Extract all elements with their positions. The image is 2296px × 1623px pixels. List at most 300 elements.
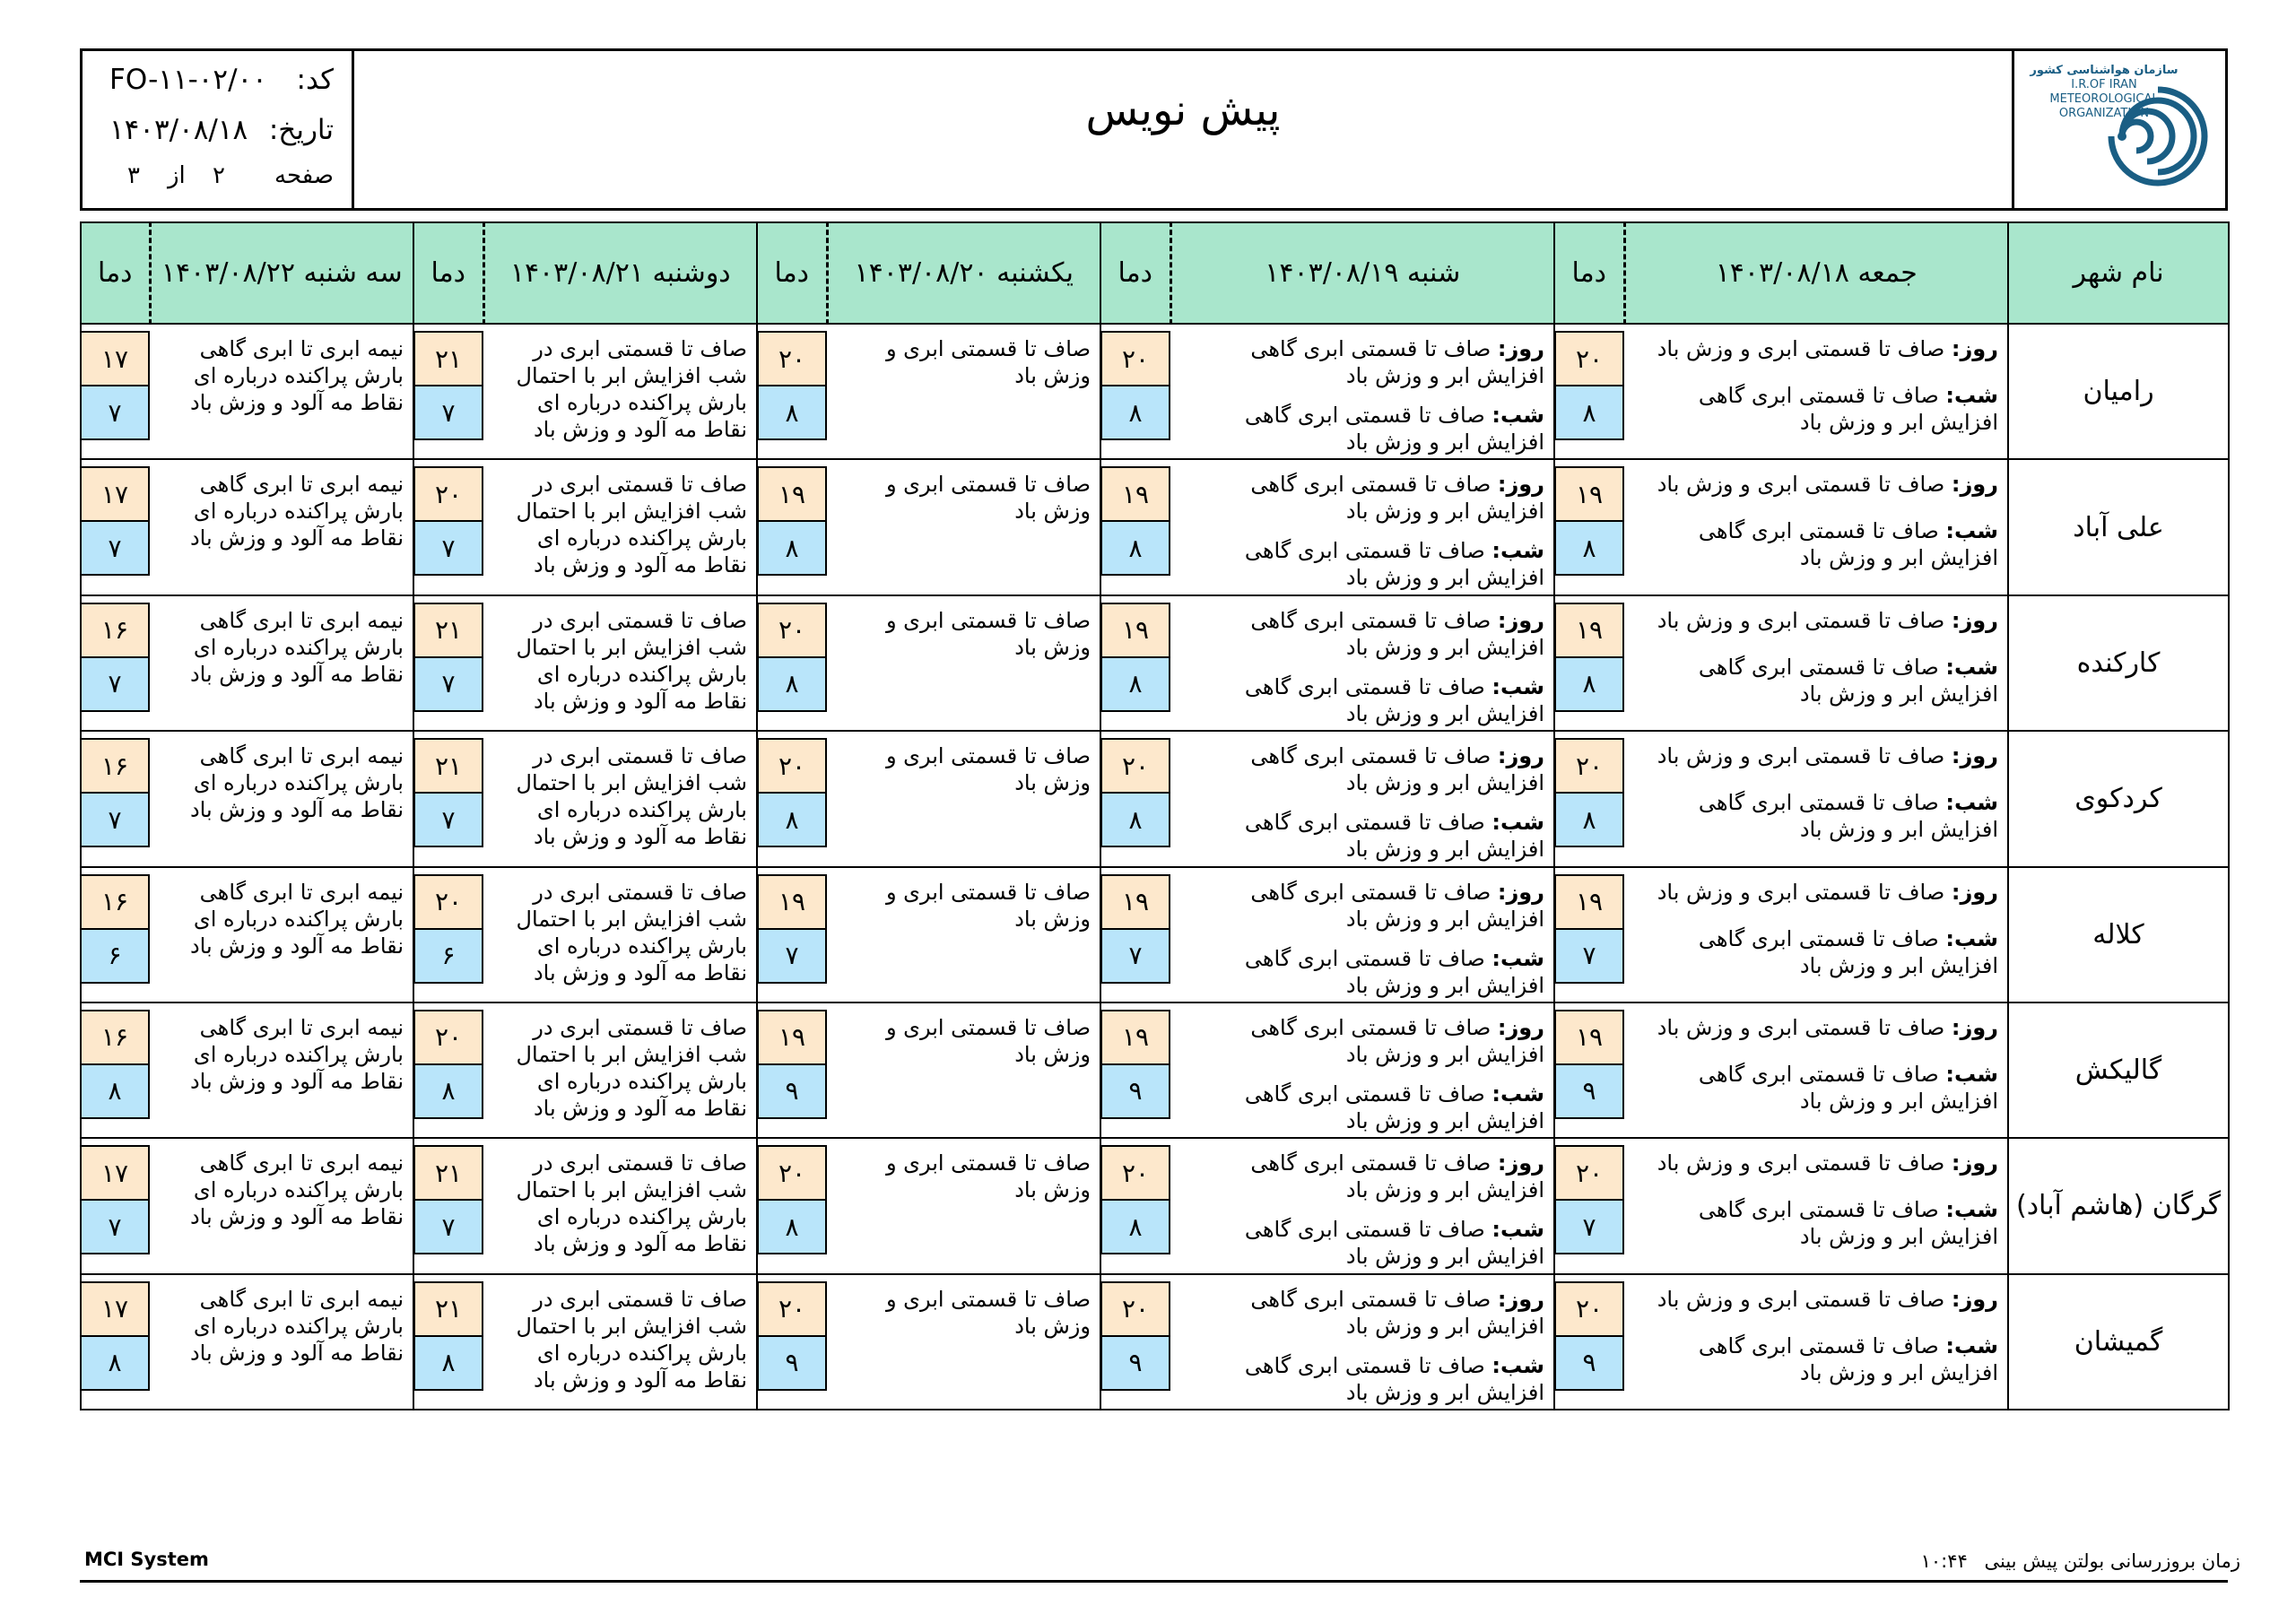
temperature-box <box>1554 466 1624 576</box>
min-temperature: ۷ <box>82 658 148 710</box>
temperature-cell <box>1100 459 1170 595</box>
max-temperature: ۱۹ <box>1556 876 1622 930</box>
min-temperature: ۷ <box>759 930 825 982</box>
spacer <box>1183 525 1544 537</box>
city-name: علی آباد <box>2008 459 2229 595</box>
temperature-cell <box>757 459 827 595</box>
forecast-line: نیمه ابری تا ابری گاهی <box>199 472 404 498</box>
temperature-box <box>1100 1145 1170 1254</box>
forecast-text: صاف تا قسمتی ابری گاهی <box>1250 1286 1492 1312</box>
city-name: کلاله <box>2008 867 2229 1002</box>
forecast-day-4 <box>483 867 757 1002</box>
forecast-day-1 <box>1624 867 2008 1002</box>
spacer <box>1637 1176 1998 1196</box>
forecast-line: افزایش ابر و وزش باد <box>1345 499 1544 525</box>
temperature-cell <box>1100 731 1170 866</box>
min-temperature: ۷ <box>82 522 148 574</box>
temperature-box <box>80 331 150 440</box>
forecast-line: صاف تا قسمتی ابری در <box>533 743 747 769</box>
forecast-line: بارش پراکنده درباره ای <box>536 1340 747 1366</box>
period-label: روز: <box>1951 472 1998 498</box>
forecast-line: افزایش ابر و وزش باد <box>1345 837 1544 863</box>
spacer <box>1637 1313 1998 1332</box>
day-forecast <box>1637 1150 1998 1176</box>
min-temperature: ۹ <box>1102 1337 1169 1389</box>
max-temperature: ۱۹ <box>1556 604 1622 658</box>
forecast-line: نقاط مه آلود و وزش باد <box>189 1068 404 1094</box>
forecast-day-2 <box>1170 1138 1554 1273</box>
forecast-line: افزایش ابر و وزش باد <box>1345 634 1544 660</box>
min-temperature: ۷ <box>415 658 482 710</box>
temperature-box <box>757 874 827 984</box>
spacer <box>1637 634 1998 654</box>
spacer <box>1183 389 1544 402</box>
forecast-text: صاف تا قسمتی ابری گاهی <box>1250 1014 1492 1040</box>
forecast-day-3 <box>827 595 1100 731</box>
temperature-cell <box>1554 595 1624 731</box>
forecast-line: افزایش ابر و وزش باد <box>1799 1224 1998 1250</box>
forecast-text: صاف تا قسمتی ابری گاهی <box>1250 336 1492 361</box>
max-temperature: ۲۰ <box>415 1011 482 1065</box>
max-temperature: ۲۰ <box>415 468 482 522</box>
temperature-box <box>1554 874 1624 984</box>
forecast-text: صاف تا قسمتی ابری گاهی <box>1698 654 1939 680</box>
document-header <box>80 48 2228 211</box>
forecast-day-3 <box>827 1138 1100 1273</box>
logo <box>2012 51 2225 208</box>
forecast-line: نیمه ابری تا ابری گاهی <box>199 1014 404 1040</box>
forecast-day-2 <box>1170 595 1554 731</box>
period-label: شب: <box>1492 403 1544 428</box>
date-value: ۱۴۰۳/۰۸/۱۸ <box>109 114 248 146</box>
temperature-box <box>80 1010 150 1119</box>
day-forecast <box>1637 879 1998 906</box>
forecast-text: صاف تا قسمتی ابری گاهی <box>1244 538 1485 564</box>
forecast-line: بارش پراکنده درباره ای <box>536 661 747 687</box>
day-forecast <box>1183 742 1544 769</box>
forecast-line: نیمه ابری تا ابری گاهی <box>199 336 404 361</box>
period-label: روز: <box>1951 1014 1998 1040</box>
temperature-cell <box>1554 1002 1624 1138</box>
forecast-text: صاف تا قسمتی ابری و وزش باد <box>1657 1014 1945 1040</box>
day-forecast <box>1183 335 1544 362</box>
city-name: گمیشان <box>2008 1274 2229 1410</box>
table-row <box>81 1138 2229 1273</box>
temperature-cell <box>1554 1138 1624 1273</box>
forecast-line: نقاط مه آلود و وزش باد <box>533 959 747 985</box>
forecast-line: نقاط مه آلود و وزش باد <box>533 1095 747 1121</box>
period-label: شب: <box>1945 518 1998 544</box>
forecast-line: نقاط مه آلود و وزش باد <box>189 1204 404 1230</box>
forecast-day-2 <box>1170 731 1554 866</box>
period-label: روز: <box>1951 607 1998 633</box>
max-temperature: ۱۹ <box>1102 1011 1169 1065</box>
date-label: تاریخ: <box>268 114 334 146</box>
max-temperature: ۲۰ <box>759 1283 825 1337</box>
night-forecast <box>1183 402 1544 429</box>
forecast-day-2 <box>1170 459 1554 595</box>
night-forecast <box>1637 382 1998 409</box>
spacer <box>1637 906 1998 925</box>
min-temperature: ۸ <box>1102 1201 1169 1253</box>
forecast-line: صاف تا قسمتی ابری در <box>533 1150 747 1176</box>
temperature-box <box>1100 874 1170 984</box>
forecast-line: افزایش ابر و وزش باد <box>1345 1313 1544 1339</box>
table-row <box>81 324 2229 459</box>
temperature-box <box>413 738 483 847</box>
night-forecast <box>1637 1332 1998 1359</box>
forecast-line: بارش پراکنده درباره ای <box>193 1041 404 1067</box>
max-temperature: ۲۰ <box>1102 333 1169 386</box>
forecast-text: صاف تا قسمتی ابری و وزش باد <box>1657 1150 1945 1176</box>
forecast-text: صاف تا قسمتی ابری و وزش باد <box>1657 743 1945 769</box>
temperature-cell <box>1100 1138 1170 1273</box>
forecast-line: افزایش ابر و وزش باد <box>1345 430 1544 455</box>
night-forecast <box>1637 925 1998 952</box>
city-name: گالیکش <box>2008 1002 2229 1138</box>
forecast-day-4 <box>483 324 757 459</box>
forecast-day-3 <box>827 459 1100 595</box>
forecast-day-3 <box>827 324 1100 459</box>
forecast-line: نقاط مه آلود و وزش باد <box>533 552 747 578</box>
max-temperature: ۲۰ <box>1102 740 1169 794</box>
temperature-box <box>413 1281 483 1391</box>
temperature-cell <box>81 324 150 459</box>
forecast-line: صاف تا قسمتی ابری در <box>533 879 747 905</box>
max-temperature: ۱۹ <box>759 468 825 522</box>
temperature-box <box>757 331 827 440</box>
max-temperature: ۲۱ <box>415 1147 482 1201</box>
min-temperature: ۸ <box>82 1065 148 1117</box>
period-label: شب: <box>1492 538 1544 564</box>
max-temperature: ۲۰ <box>1102 1147 1169 1201</box>
max-temperature: ۲۰ <box>1556 1147 1622 1201</box>
forecast-line: شب افزایش ابر با احتمال <box>516 770 747 796</box>
temperature-box <box>413 603 483 712</box>
city-name: کردکوی <box>2008 731 2229 866</box>
temperature-box <box>1100 603 1170 712</box>
table-header-row <box>81 222 2229 324</box>
max-temperature: ۲۱ <box>415 333 482 386</box>
forecast-text: صاف تا قسمتی ابری و وزش باد <box>1657 336 1945 361</box>
min-temperature: ۷ <box>82 794 148 846</box>
forecast-line: صاف تا قسمتی ابری و <box>885 743 1091 769</box>
period-label: شب: <box>1492 1352 1544 1378</box>
date-row <box>109 114 334 150</box>
temperature-box <box>1554 1010 1624 1119</box>
forecast-line: وزش باد <box>1014 1177 1091 1203</box>
forecast-line: افزایش ابر و وزش باد <box>1799 545 1998 571</box>
forecast-line: نیمه ابری تا ابری گاهی <box>199 607 404 633</box>
temperature-box <box>413 1010 483 1119</box>
temperature-box <box>413 466 483 576</box>
forecast-day-5 <box>150 595 413 731</box>
forecast-line: بارش پراکنده درباره ای <box>536 390 747 415</box>
table-row <box>81 459 2229 595</box>
forecast-text: صاف تا قسمتی ابری گاهی <box>1244 1352 1485 1378</box>
max-temperature: ۱۷ <box>82 468 148 522</box>
period-label: روز: <box>1951 1286 1998 1312</box>
forecast-line: نقاط مه آلود و وزش باد <box>533 1367 747 1393</box>
max-temperature: ۱۹ <box>1102 604 1169 658</box>
table-row <box>81 731 2229 866</box>
max-temperature: ۱۹ <box>1102 468 1169 522</box>
temperature-cell <box>1100 595 1170 731</box>
period-label: روز: <box>1951 743 1998 769</box>
forecast-line: افزایش ابر و وزش باد <box>1345 565 1544 591</box>
night-forecast <box>1183 1081 1544 1107</box>
forecast-line: افزایش ابر و وزش باد <box>1345 1041 1544 1067</box>
day-forecast <box>1637 471 1998 498</box>
forecast-line: صاف تا قسمتی ابری و <box>885 1014 1091 1040</box>
temperature-cell <box>81 867 150 1002</box>
max-temperature: ۲۰ <box>415 876 482 930</box>
temperature-cell <box>413 731 483 866</box>
temperature-box <box>757 466 827 576</box>
night-forecast <box>1183 945 1544 972</box>
page-of: از <box>168 162 186 189</box>
period-label: شب: <box>1492 1217 1544 1243</box>
forecast-line: بارش پراکنده درباره ای <box>536 1068 747 1094</box>
forecast-text: صاف تا قسمتی ابری و وزش باد <box>1657 1286 1945 1312</box>
temperature-box <box>80 874 150 984</box>
forecast-text: صاف تا قسمتی ابری گاهی <box>1698 518 1939 544</box>
period-label: روز: <box>1497 879 1544 905</box>
temperature-cell <box>1554 459 1624 595</box>
spacer <box>1637 769 1998 789</box>
temperature-box <box>413 1145 483 1254</box>
logo-english-line2: METEOROLOGICAL <box>2049 92 2159 106</box>
temperature-cell <box>757 1002 827 1138</box>
forecast-line: افزایش ابر و وزش باد <box>1799 952 1998 978</box>
logo-text <box>2028 64 2180 121</box>
period-label: روز: <box>1951 1150 1998 1176</box>
period-label: روز: <box>1497 743 1544 769</box>
max-temperature: ۱۷ <box>82 333 148 386</box>
day-column-header: سه شنبه ۱۴۰۳/۰۸/۲۲ <box>150 222 413 324</box>
forecast-line: بارش پراکنده درباره ای <box>536 797 747 823</box>
code-label: کد: <box>296 64 334 96</box>
forecast-line: صاف تا قسمتی ابری و <box>885 472 1091 498</box>
forecast-line: صاف تا قسمتی ابری و <box>885 1150 1091 1176</box>
forecast-text: صاف تا قسمتی ابری گاهی <box>1698 1197 1939 1223</box>
temperature-box <box>1554 1145 1624 1254</box>
forecast-text: صاف تا قسمتی ابری گاهی <box>1244 1081 1485 1107</box>
day-forecast <box>1183 879 1544 906</box>
min-temperature: ۸ <box>759 794 825 846</box>
forecast-day-3 <box>827 1274 1100 1410</box>
temperature-cell <box>757 1274 827 1410</box>
forecast-day-2 <box>1170 1274 1554 1410</box>
period-label: شب: <box>1945 1332 1998 1358</box>
temp-column-header: دما <box>81 222 150 324</box>
period-label: شب: <box>1492 673 1544 699</box>
period-label: شب: <box>1945 790 1998 816</box>
forecast-line: افزایش ابر و وزش باد <box>1345 770 1544 796</box>
table-row <box>81 1002 2229 1138</box>
temperature-cell <box>413 1274 483 1410</box>
temperature-cell <box>1100 1274 1170 1410</box>
min-temperature: ۷ <box>82 1201 148 1253</box>
temperature-box <box>1554 603 1624 712</box>
forecast-day-1 <box>1624 595 2008 731</box>
night-forecast <box>1183 1216 1544 1243</box>
min-temperature: ۸ <box>759 1201 825 1253</box>
spacer <box>1183 933 1544 945</box>
forecast-line: صاف تا قسمتی ابری در <box>533 336 747 361</box>
forecast-line: افزایش ابر و وزش باد <box>1345 363 1544 388</box>
forecast-line: شب افزایش ابر با احتمال <box>516 906 747 932</box>
max-temperature: ۲۰ <box>1556 1283 1622 1337</box>
min-temperature: ۶ <box>82 930 148 982</box>
max-temperature: ۲۰ <box>759 333 825 386</box>
logo-persian-name: سازمان هواشناسی کشور <box>2030 64 2179 77</box>
forecast-line: وزش باد <box>1014 499 1091 525</box>
logo-english-line1: I.R.OF IRAN <box>2071 78 2137 91</box>
min-temperature: ۷ <box>1556 1201 1622 1253</box>
logo-english-line3: ORGANIZATION <box>2058 107 2150 120</box>
forecast-text: صاف تا قسمتی ابری گاهی <box>1244 945 1485 971</box>
max-temperature: ۲۱ <box>415 604 482 658</box>
min-temperature: ۸ <box>1556 794 1622 846</box>
temperature-cell <box>1554 1274 1624 1410</box>
min-temperature: ۹ <box>759 1065 825 1117</box>
forecast-text: صاف تا قسمتی ابری و وزش باد <box>1657 472 1945 498</box>
city-column-header: نام شهر <box>2008 222 2229 324</box>
footer-divider <box>80 1580 2228 1583</box>
temp-column-header: دما <box>1554 222 1624 324</box>
min-temperature: ۹ <box>1556 1065 1622 1117</box>
spacer <box>1183 1203 1544 1216</box>
night-forecast <box>1637 1061 1998 1088</box>
day-column-header: شنبه ۱۴۰۳/۰۸/۱۹ <box>1170 222 1554 324</box>
day-forecast <box>1183 1150 1544 1176</box>
forecast-line: وزش باد <box>1014 770 1091 796</box>
forecast-day-2 <box>1170 324 1554 459</box>
forecast-day-3 <box>827 867 1100 1002</box>
min-temperature: ۸ <box>1102 658 1169 710</box>
forecast-line: نقاط مه آلود و وزش باد <box>533 824 747 850</box>
max-temperature: ۲۰ <box>759 604 825 658</box>
temperature-box <box>80 466 150 576</box>
forecast-day-5 <box>150 459 413 595</box>
min-temperature: ۷ <box>1556 930 1622 982</box>
temperature-box <box>1554 1281 1624 1391</box>
temperature-box <box>757 1281 827 1391</box>
spacer <box>1183 796 1544 809</box>
forecast-text: صاف تا قسمتی ابری گاهی <box>1250 1150 1492 1176</box>
document-meta <box>83 51 354 208</box>
min-temperature: ۷ <box>1102 930 1169 982</box>
temperature-box <box>80 1145 150 1254</box>
forecast-text: صاف تا قسمتی ابری گاهی <box>1250 879 1492 905</box>
forecast-line: نقاط مه آلود و وزش باد <box>189 1340 404 1366</box>
max-temperature: ۱۹ <box>1556 468 1622 522</box>
forecast-table <box>80 221 2230 1410</box>
forecast-line: نقاط مه آلود و وزش باد <box>189 661 404 687</box>
city-name: گرگان (هاشم آباد) <box>2008 1138 2229 1273</box>
forecast-line: نقاط مه آلود و وزش باد <box>189 933 404 959</box>
min-temperature: ۸ <box>1102 794 1169 846</box>
max-temperature: ۱۹ <box>759 876 825 930</box>
forecast-line: صاف تا قسمتی ابری در <box>533 472 747 498</box>
forecast-day-5 <box>150 867 413 1002</box>
day-forecast <box>1183 607 1544 634</box>
night-forecast <box>1637 517 1998 544</box>
night-forecast <box>1637 654 1998 681</box>
period-label: روز: <box>1497 1286 1544 1312</box>
forecast-line: صاف تا قسمتی ابری در <box>533 1014 747 1040</box>
temperature-cell <box>757 1138 827 1273</box>
period-label: شب: <box>1492 810 1544 836</box>
update-time-note <box>1921 1550 2240 1572</box>
temperature-box <box>80 603 150 712</box>
forecast-line: بارش پراکنده درباره ای <box>193 499 404 525</box>
temp-column-header: دما <box>757 222 827 324</box>
forecast-day-4 <box>483 459 757 595</box>
day-column-header: یکشنبه ۱۴۰۳/۰۸/۲۰ <box>827 222 1100 324</box>
day-forecast <box>1183 1014 1544 1041</box>
table-row <box>81 1274 2229 1410</box>
forecast-line: افزایش ابر و وزش باد <box>1345 1244 1544 1270</box>
temperature-cell <box>413 459 483 595</box>
forecast-text: صاف تا قسمتی ابری گاهی <box>1250 743 1492 769</box>
night-forecast <box>1637 1196 1998 1223</box>
forecast-day-5 <box>150 324 413 459</box>
temperature-box <box>757 603 827 712</box>
max-temperature: ۱۶ <box>82 604 148 658</box>
min-temperature: ۸ <box>759 386 825 438</box>
temperature-box <box>757 1010 827 1119</box>
forecast-line: افزایش ابر و وزش باد <box>1799 817 1998 843</box>
min-temperature: ۷ <box>415 1201 482 1253</box>
temperature-cell <box>81 595 150 731</box>
temperature-cell <box>757 731 827 866</box>
forecast-day-3 <box>827 1002 1100 1138</box>
forecast-day-5 <box>150 1274 413 1410</box>
forecast-day-4 <box>483 1274 757 1410</box>
min-temperature: ۸ <box>759 522 825 574</box>
forecast-line: شب افزایش ابر با احتمال <box>516 1041 747 1067</box>
forecast-line: وزش باد <box>1014 1041 1091 1067</box>
table-row <box>81 867 2229 1002</box>
temp-column-header: دما <box>1100 222 1170 324</box>
forecast-line: افزایش ابر و وزش باد <box>1799 1359 1998 1385</box>
temperature-cell <box>757 595 827 731</box>
min-temperature: ۷ <box>415 386 482 438</box>
forecast-line: صاف تا قسمتی ابری و <box>885 336 1091 361</box>
table-row <box>81 595 2229 731</box>
temperature-cell <box>413 595 483 731</box>
max-temperature: ۱۶ <box>82 1011 148 1065</box>
max-temperature: ۲۰ <box>759 1147 825 1201</box>
day-forecast <box>1637 335 1998 362</box>
min-temperature: ۷ <box>415 794 482 846</box>
forecast-line: وزش باد <box>1014 634 1091 660</box>
page-title: پیش نویس <box>1085 85 1281 135</box>
forecast-day-1 <box>1624 324 2008 459</box>
forecast-line: بارش پراکنده درباره ای <box>193 1177 404 1203</box>
max-temperature: ۲۰ <box>1556 333 1622 386</box>
min-temperature: ۸ <box>1102 386 1169 438</box>
forecast-line: بارش پراکنده درباره ای <box>536 933 747 959</box>
temperature-cell <box>81 1138 150 1273</box>
min-temperature: ۹ <box>1556 1337 1622 1389</box>
temperature-box <box>1100 1010 1170 1119</box>
temperature-cell <box>81 1002 150 1138</box>
forecast-line: وزش باد <box>1014 363 1091 388</box>
forecast-line: نقاط مه آلود و وزش باد <box>533 417 747 442</box>
